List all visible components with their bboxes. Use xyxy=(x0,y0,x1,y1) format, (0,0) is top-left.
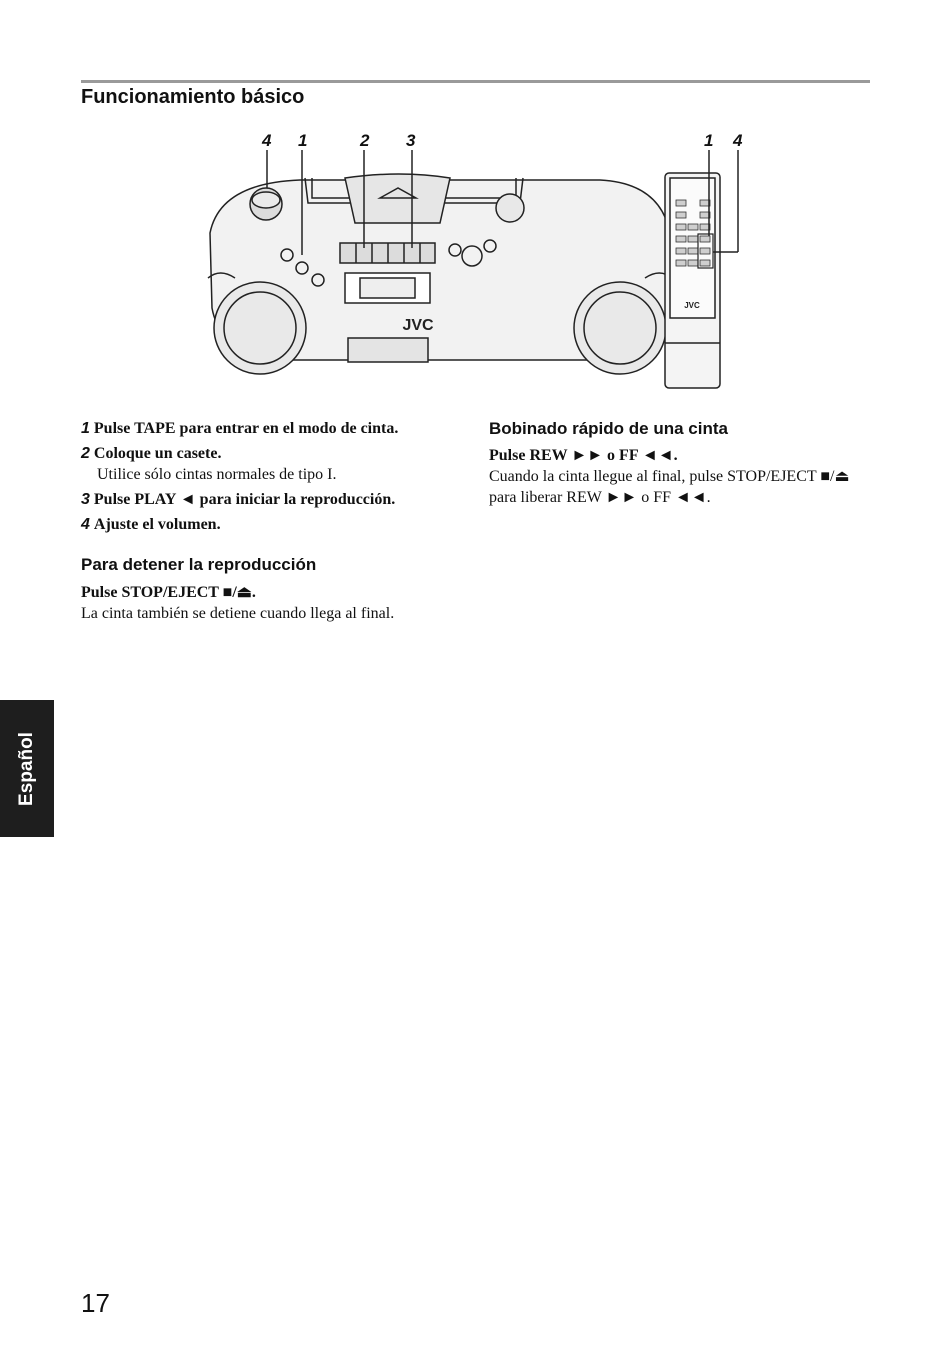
boombox-illustration xyxy=(190,128,770,398)
step-number: 3 xyxy=(81,491,90,508)
step-number: 1 xyxy=(81,420,90,437)
boombox-brand: JVC xyxy=(402,317,434,334)
language-tab-label: Español xyxy=(16,731,37,806)
step-1 xyxy=(81,418,461,439)
rewind-heading: Bobinado rápido de una cinta xyxy=(489,419,728,438)
step-number: 4 xyxy=(81,516,90,533)
callout-volume: 4 xyxy=(262,131,272,150)
steps-list xyxy=(81,418,461,539)
step-3 xyxy=(81,489,461,510)
callout-cassette: 2 xyxy=(360,131,370,150)
callout-remote-tape: 1 xyxy=(704,131,714,150)
boombox-figure xyxy=(190,128,770,398)
stop-instruction: Pulse STOP/EJECT ■/⏏. xyxy=(81,584,256,601)
stop-body xyxy=(81,582,461,624)
remote-brand: JVC xyxy=(684,301,700,310)
step-number: 2 xyxy=(81,445,90,462)
step-text: Coloque un casete. xyxy=(93,445,222,462)
callout-play: 3 xyxy=(406,131,416,150)
rewind-body xyxy=(489,445,874,508)
section-title: Funcionamiento básico xyxy=(81,86,305,108)
top-rule xyxy=(81,80,870,83)
rewind-instruction: Pulse REW ►► o FF ◄◄. xyxy=(489,447,678,464)
callout-remote-volume: 4 xyxy=(733,131,743,150)
step-text: Pulse TAPE para entrar en el modo de cinta. xyxy=(93,420,399,437)
page-number: 17 xyxy=(81,1288,110,1318)
step-2 xyxy=(81,443,461,485)
stop-note: La cinta también se detiene cuando llega al final. xyxy=(81,605,395,622)
callout-tape: 1 xyxy=(298,131,308,150)
language-tab xyxy=(0,700,54,837)
step-subtext: Utilice sólo cintas normales de tipo I. xyxy=(97,466,337,483)
step-text: Ajuste el volumen. xyxy=(93,516,221,533)
step-4 xyxy=(81,514,461,535)
rewind-note: Cuando la cinta llegue al final, pulse STOP/EJECT ■/⏏ para liberar REW ►► o FF ◄◄. xyxy=(489,468,850,506)
step-text: Pulse PLAY ◄ para iniciar la reproducción. xyxy=(93,491,396,508)
stop-heading: Para detener la reproducción xyxy=(81,555,317,574)
